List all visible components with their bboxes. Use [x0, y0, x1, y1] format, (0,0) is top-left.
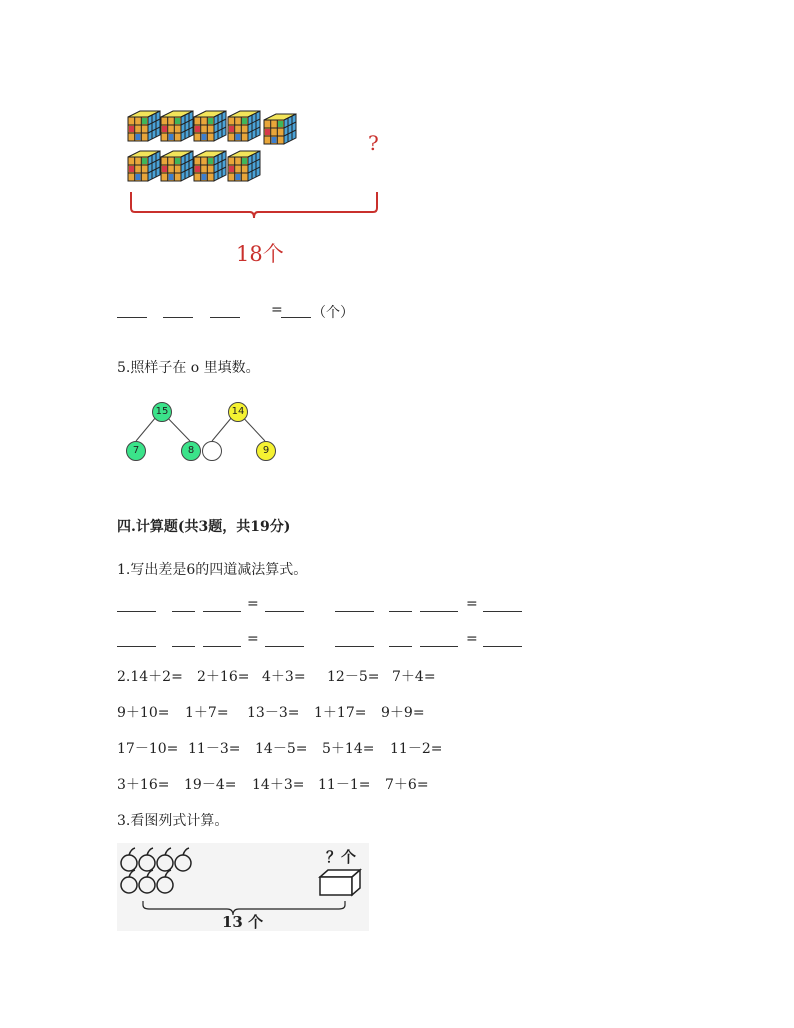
blank[interactable]: [483, 597, 522, 612]
calc-item: 4＋3=: [262, 669, 306, 685]
apple-icon: [157, 870, 173, 893]
calc-item: 2＋16=: [197, 669, 250, 685]
calc-item: 11－3=: [188, 741, 241, 757]
q5-title: 5.照样子在 o 里填数。: [117, 360, 260, 376]
calc-item: 5＋14=: [322, 741, 375, 757]
blank[interactable]: [117, 632, 156, 647]
apple-icon: [121, 848, 137, 871]
calc-item: 13－3=: [247, 705, 300, 721]
blank[interactable]: [420, 632, 458, 647]
tree1-left-circle: 7: [126, 441, 146, 461]
calc-item: 19－4=: [184, 777, 237, 793]
equals-sign: =: [247, 631, 259, 647]
calc-item: 2.14＋2=: [117, 669, 183, 685]
blank[interactable]: [172, 632, 195, 647]
blank[interactable]: [265, 597, 304, 612]
q3-question-label: ？个: [326, 848, 357, 866]
calc-item: 17－10=: [117, 741, 179, 757]
calc-item: 9＋10=: [117, 705, 170, 721]
equals-sign: =: [247, 596, 259, 612]
equals-sign: =: [466, 596, 478, 612]
blank[interactable]: [265, 632, 304, 647]
answer-blank[interactable]: [163, 303, 193, 318]
unit-label: （个）: [312, 305, 354, 321]
brace-18: [131, 192, 377, 218]
tree1-top-circle: 15: [152, 402, 172, 422]
calc-item: 11－1=: [318, 777, 371, 793]
tree2-top-circle: 14: [228, 402, 248, 422]
q1-title: 1.写出差是6的四道减法算式。: [117, 562, 308, 578]
calc-item: 1＋17=: [314, 705, 367, 721]
calc-item: 14＋3=: [252, 777, 305, 793]
blank[interactable]: [389, 597, 412, 612]
blank[interactable]: [389, 632, 412, 647]
question-mark: ?: [368, 131, 379, 155]
q3-total-label: 13 个: [222, 913, 264, 931]
calc-item: 7＋4=: [392, 669, 436, 685]
apple-icon: [139, 870, 155, 893]
tree2-right-circle: 9: [256, 441, 276, 461]
apple-icon: [175, 848, 191, 871]
apple-icon: [157, 848, 173, 871]
section4-title: 四.计算题(共3题，共19分): [117, 519, 291, 535]
tree1-right-circle: 8: [181, 441, 201, 461]
blank[interactable]: [483, 632, 522, 647]
number-trees-lines: [0, 395, 300, 465]
blank[interactable]: [117, 597, 156, 612]
answer-blank[interactable]: [117, 303, 147, 318]
calc-item: 14－5=: [255, 741, 308, 757]
answer-blank[interactable]: [210, 303, 240, 318]
blank[interactable]: [203, 597, 241, 612]
calc-item: 1＋7=: [185, 705, 229, 721]
blank[interactable]: [335, 597, 374, 612]
blank[interactable]: [203, 632, 241, 647]
total-18-label: 18个: [236, 242, 284, 266]
answer-result-blank[interactable]: [281, 303, 311, 318]
calc-item: 11－2=: [390, 741, 443, 757]
q3-title: 3.看图列式计算。: [117, 813, 229, 829]
calc-item: 3＋16=: [117, 777, 170, 793]
calc-item: 12－5=: [327, 669, 380, 685]
blank[interactable]: [335, 632, 374, 647]
equals-sign: =: [271, 302, 283, 318]
tree2-answer-circle[interactable]: [202, 441, 222, 461]
apple-icon: [139, 848, 155, 871]
apple-icon: [121, 870, 137, 893]
equals-sign: =: [466, 631, 478, 647]
cubes-illustration: [0, 0, 794, 300]
blank[interactable]: [172, 597, 195, 612]
calc-item: 7＋6=: [385, 777, 429, 793]
blank[interactable]: [420, 597, 458, 612]
calc-item: 9＋9=: [381, 705, 425, 721]
